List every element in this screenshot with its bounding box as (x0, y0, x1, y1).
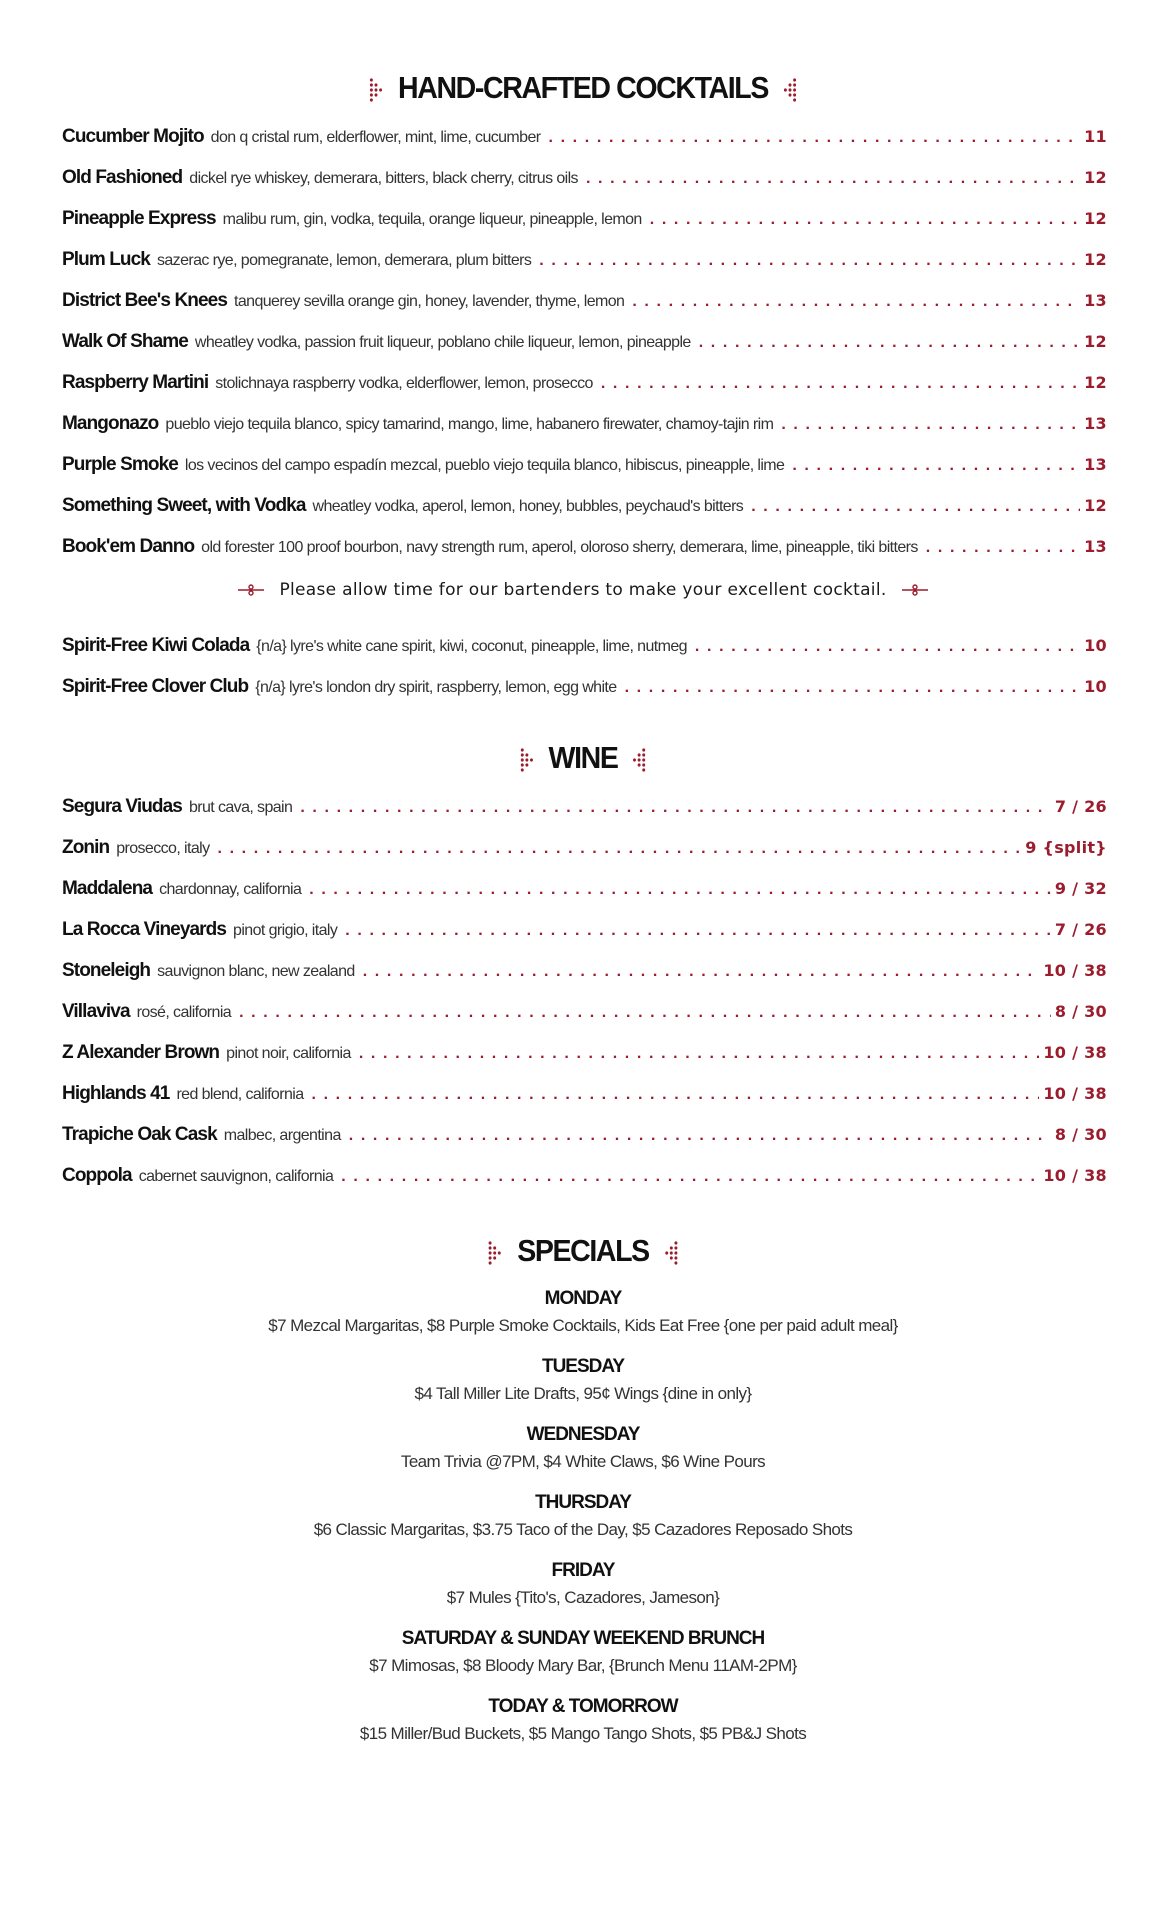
item-description: pinot grigio, italy (233, 922, 338, 939)
item-description: old forester 100 proof bourbon, navy strength rum, aperol, oloroso sherry, demerara, lime, pineapple, tiki bitters (201, 539, 918, 556)
dot-leader (239, 1004, 1051, 1022)
menu-item-row (62, 796, 1107, 826)
item-name: Trapiche Oak Cask (62, 1124, 217, 1145)
dot-leader (632, 293, 1080, 311)
special-day: THURSDAY (535, 1492, 631, 1513)
dot-leader (792, 457, 1080, 475)
special-day: SATURDAY & SUNDAY WEEKEND BRUNCH (401, 1628, 765, 1649)
item-name: Coppola (62, 1165, 132, 1186)
menu-item-row (62, 331, 1107, 361)
item-name: Highlands 41 (62, 1083, 170, 1104)
item-price: 12 (1084, 168, 1107, 187)
item-name: Segura Viudas (62, 796, 182, 817)
item-name: Plum Luck (62, 249, 150, 270)
menu-item-row (62, 1165, 1107, 1195)
menu-item-row (62, 919, 1107, 949)
item-description: red blend, california (176, 1086, 304, 1103)
item-name: Something Sweet, with Vodka (62, 495, 306, 516)
item-name: La Rocca Vineyards (62, 919, 227, 940)
special-deal: $4 Tall Miller Lite Drafts, 95¢ Wings {dine in only} (414, 1384, 752, 1403)
dot-leader (751, 498, 1080, 516)
item-price: 10 / 38 (1043, 1166, 1107, 1185)
right-ornament-icon (630, 747, 647, 773)
dot-leader (341, 1168, 1039, 1186)
wine-section-title (47, 740, 1120, 776)
left-ornament-icon (519, 747, 536, 773)
special-deal: $15 Miller/Bud Buckets, $5 Mango Tango Shots, $5 PB&J Shots (359, 1724, 807, 1743)
right-ornament-icon (781, 77, 798, 103)
dot-leader (345, 922, 1051, 940)
item-price: 12 (1084, 373, 1107, 392)
left-ornament-icon (369, 77, 386, 103)
dot-leader (549, 129, 1081, 147)
menu-item-row (62, 249, 1107, 279)
dot-leader (309, 881, 1051, 899)
menu-item-row (62, 878, 1107, 908)
dot-leader (586, 170, 1080, 188)
item-price: 10 (1084, 677, 1107, 696)
menu-item-row (62, 290, 1107, 320)
menu-item-row (62, 126, 1107, 156)
menu-item-row (62, 1042, 1107, 1072)
cocktails-title-text: HAND-CRAFTED COCKTAILS (398, 70, 768, 105)
special-day: TODAY & TOMORROW (488, 1696, 678, 1717)
item-name: Spirit-Free Kiwi Colada (62, 635, 250, 656)
menu-item-row (62, 635, 1107, 665)
item-price: 13 (1084, 291, 1107, 310)
item-price: 9 / 32 (1054, 879, 1107, 898)
item-description: sazerac rye, pomegranate, lemon, demerara, plum bitters (156, 252, 532, 269)
item-name: Mangonazo (62, 413, 159, 434)
item-name: Villaviva (62, 1001, 130, 1022)
item-description: malibu rum, gin, vodka, tequila, orange liqueur, pineapple, lemon (222, 211, 642, 228)
item-name: Stoneleigh (62, 960, 151, 981)
item-price: 9 {split} (1025, 838, 1107, 857)
special-deal: Team Trivia @7PM, $4 White Claws, $6 Wine Pours (400, 1452, 766, 1471)
special-day: WEDNESDAY (526, 1424, 640, 1445)
dot-leader (926, 539, 1080, 557)
dot-leader (625, 679, 1081, 697)
dot-leader (601, 375, 1080, 393)
item-description: chardonnay, california (159, 881, 302, 898)
dot-leader (695, 638, 1080, 656)
item-price: 7 / 26 (1054, 920, 1107, 939)
item-price: 10 / 38 (1043, 1043, 1107, 1062)
item-price: 10 (1084, 636, 1107, 655)
item-price: 12 (1084, 250, 1107, 269)
dot-leader (699, 334, 1080, 352)
item-price: 13 (1084, 414, 1107, 433)
item-description: wheatley vodka, passion fruit liqueur, poblano chile liqueur, lemon, pineapple (194, 334, 691, 351)
right-flourish-icon (901, 584, 929, 596)
item-name: Maddalena (62, 878, 153, 899)
item-name: Zonin (62, 837, 110, 858)
item-name: Walk Of Shame (62, 331, 188, 352)
special-deal: $7 Mimosas, $8 Bloody Mary Bar, {Brunch Menu 11AM-2PM} (369, 1656, 797, 1675)
item-description: dickel rye whiskey, demerara, bitters, black cherry, citrus oils (189, 170, 578, 187)
item-price: 8 / 30 (1054, 1002, 1107, 1021)
dot-leader (650, 211, 1080, 229)
note-text: Please allow time for our bartenders to make your excellent cocktail. (279, 580, 887, 600)
item-description: don q cristal rum, elderflower, mint, lime, cucumber (210, 129, 541, 146)
item-description: los vecinos del campo espadín mezcal, pueblo viejo tequila blanco, hibiscus, pineapple, lime (184, 457, 785, 474)
special-block (0, 1489, 1166, 1543)
menu-item-row (62, 372, 1107, 402)
special-block (0, 1625, 1166, 1679)
item-description: pinot noir, california (226, 1045, 351, 1062)
special-block (0, 1421, 1166, 1475)
menu-item-row (62, 413, 1107, 443)
item-description: malbec, argentina (223, 1127, 341, 1144)
special-day: MONDAY (544, 1288, 622, 1309)
menu-item-row (62, 837, 1107, 867)
menu-item-row (62, 960, 1107, 990)
item-price: 12 (1084, 496, 1107, 515)
item-description: sauvignon blanc, new zealand (157, 963, 355, 980)
menu-item-row (62, 167, 1107, 197)
menu-item-row (62, 495, 1107, 525)
dot-leader (359, 1045, 1040, 1063)
menu-item-row (62, 454, 1107, 484)
special-block (0, 1693, 1166, 1747)
item-name: Book'em Danno (62, 536, 195, 557)
item-price: 12 (1084, 332, 1107, 351)
left-flourish-icon (237, 584, 265, 596)
dot-leader (539, 252, 1080, 270)
menu-item-row (62, 536, 1107, 566)
item-name: Old Fashioned (62, 167, 183, 188)
right-ornament-icon (662, 1240, 679, 1266)
item-name: Pineapple Express (62, 208, 216, 229)
item-name: Raspberry Martini (62, 372, 209, 393)
item-description: cabernet sauvignon, california (138, 1168, 334, 1185)
dot-leader (312, 1086, 1040, 1104)
item-name: Spirit-Free Clover Club (62, 676, 249, 697)
special-day: TUESDAY (541, 1356, 625, 1377)
specials-title-text: SPECIALS (517, 1233, 649, 1268)
item-price: 13 (1084, 537, 1107, 556)
menu-item-row (62, 676, 1107, 706)
item-description: brut cava, spain (188, 799, 293, 816)
special-block (0, 1353, 1166, 1407)
menu-item-row (62, 1001, 1107, 1031)
item-price: 8 / 30 (1054, 1125, 1107, 1144)
item-price: 10 / 38 (1043, 1084, 1107, 1103)
item-name: District Bee's Knees (62, 290, 227, 311)
item-price: 7 / 26 (1054, 797, 1107, 816)
wine-title-text: WINE (548, 740, 618, 775)
cocktails-section-title (47, 70, 1120, 106)
dot-leader (781, 416, 1080, 434)
item-price: 10 / 38 (1043, 961, 1107, 980)
special-day: FRIDAY (551, 1560, 615, 1581)
item-description: rosé, california (136, 1004, 232, 1021)
item-description: stolichnaya raspberry vodka, elderflower, lemon, prosecco (215, 375, 593, 392)
special-deal: $6 Classic Margaritas, $3.75 Taco of the Day, $5 Cazadores Reposado Shots (313, 1520, 853, 1539)
menu-item-row (62, 208, 1107, 238)
special-deal: $7 Mules {Tito's, Cazadores, Jameson} (446, 1588, 720, 1607)
special-deal: $7 Mezcal Margaritas, $8 Purple Smoke Cocktails, Kids Eat Free {one per paid adult meal} (268, 1316, 898, 1335)
item-description: wheatley vodka, aperol, lemon, honey, bubbles, peychaud's bitters (312, 498, 744, 515)
menu-item-row (62, 1083, 1107, 1113)
special-block (0, 1557, 1166, 1611)
item-price: 12 (1084, 209, 1107, 228)
item-name: Purple Smoke (62, 454, 178, 475)
item-description: prosecco, italy (116, 840, 210, 857)
item-name: Z Alexander Brown (62, 1042, 220, 1063)
dot-leader (363, 963, 1040, 981)
item-description: {n/a} lyre's white cane spirit, kiwi, coconut, pineapple, lime, nutmeg (256, 638, 687, 655)
dot-leader (217, 840, 1021, 858)
dot-leader (300, 799, 1051, 817)
bartender-note (0, 580, 1166, 600)
special-block (0, 1285, 1166, 1339)
item-description: tanquerey sevilla orange gin, honey, lavender, thyme, lemon (234, 293, 625, 310)
specials-section-title (47, 1233, 1120, 1269)
item-price: 13 (1084, 455, 1107, 474)
item-description: {n/a} lyre's london dry spirit, raspberry, lemon, egg white (255, 679, 617, 696)
menu-item-row (62, 1124, 1107, 1154)
item-price: 11 (1084, 127, 1107, 146)
left-ornament-icon (488, 1240, 505, 1266)
item-name: Cucumber Mojito (62, 126, 204, 147)
dot-leader (349, 1127, 1051, 1145)
item-description: pueblo viejo tequila blanco, spicy tamarind, mango, lime, habanero firewater, chamoy-tajin rim (165, 416, 774, 433)
